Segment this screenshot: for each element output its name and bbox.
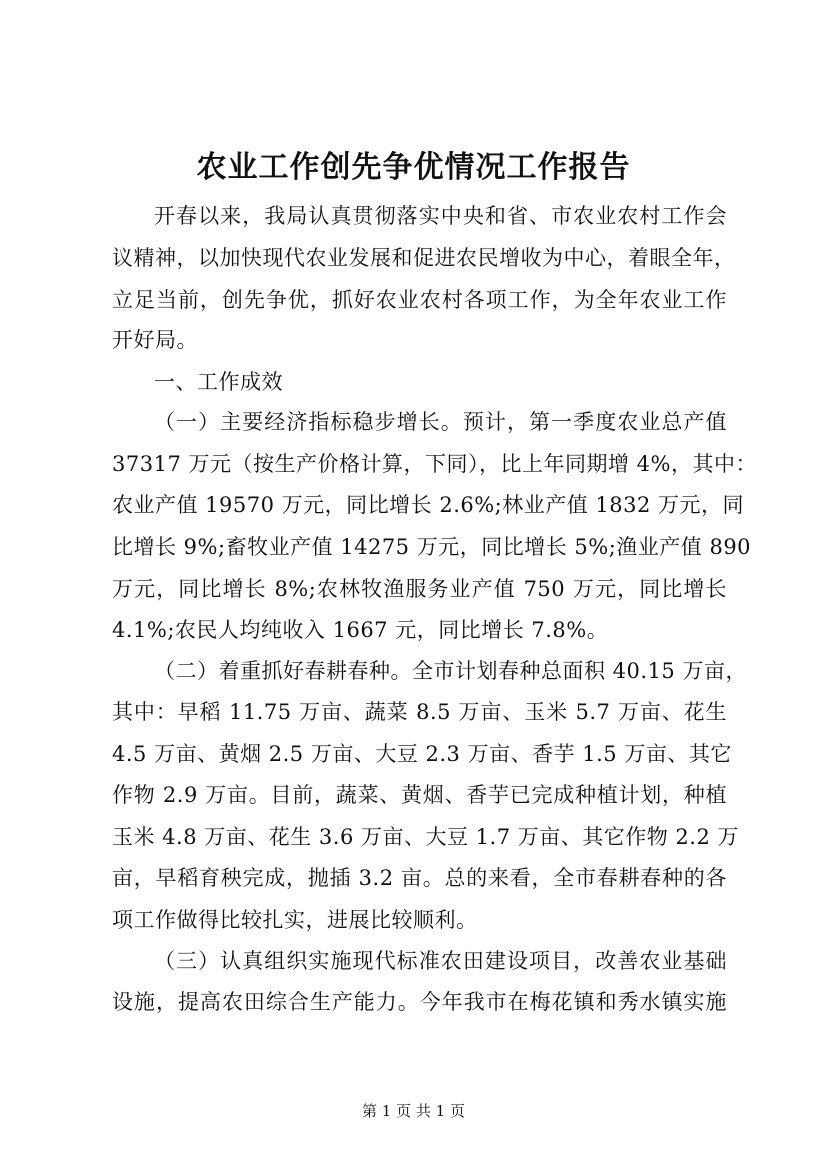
paragraph-line: （三）认真组织实施现代标准农田建设项目，改善农业基础 bbox=[154, 949, 727, 973]
paragraph-line: 4.1%;农民人均纯收入 1667 元，同比增长 7.8%。 bbox=[112, 618, 609, 642]
paragraph-line: 议精神，以加快现代农业发展和促进农民增收为中心，着眼全年， bbox=[112, 246, 736, 270]
paragraph-line: 开好局。 bbox=[112, 328, 198, 352]
paragraph-line: 其中：早稻 11.75 万亩、蔬菜 8.5 万亩、玉米 5.7 万亩、花生 bbox=[112, 700, 727, 724]
paragraph-line: 亩，早稻育秧完成，抛插 3.2 亩。总的来看，全市春耕春种的各 bbox=[112, 866, 727, 890]
paragraph-line: 作物 2.9 万亩。目前，蔬菜、黄烟、香芋已完成种植计划，种植 bbox=[112, 783, 727, 807]
paragraph-line: 37317 万元（按生产价格计算，下同），比上年同期增 4%，其中： bbox=[112, 452, 757, 476]
paragraph-line: （二）着重抓好春耕春种。全市计划春种总面积 40.15 万亩， bbox=[154, 659, 747, 683]
paragraph-line: 万元，同比增长 8%;农林牧渔服务业产值 750 万元，同比增长 bbox=[112, 577, 727, 601]
paragraph-line: 比增长 9%;畜牧业产值 14275 万元，同比增长 5%;渔业产值 890 bbox=[112, 535, 752, 559]
paragraph-line: 开春以来，我局认真贯彻落实中央和省、市农业农村工作会 bbox=[154, 204, 727, 228]
document-title: 农业工作创先争优情况工作报告 bbox=[196, 150, 631, 185]
paragraph-line: 4.5 万亩、黄烟 2.5 万亩、大豆 2.3 万亩、香芋 1.5 万亩、其它 bbox=[112, 742, 732, 766]
paragraph-line: 项工作做得比较扎实，进展比较顺利。 bbox=[112, 908, 478, 932]
paragraph-line: 农业产值 19570 万元，同比增长 2.6%;林业产值 1832 万元，同 bbox=[112, 493, 745, 517]
section-heading: 一、工作成效 bbox=[154, 370, 283, 394]
paragraph-line: 玉米 4.8 万亩、花生 3.6 万亩、大豆 1.7 万亩、其它作物 2.2 万 bbox=[112, 825, 739, 849]
paragraph-line: 立足当前，创先争优，抓好农业农村各项工作，为全年农业工作 bbox=[112, 288, 727, 312]
paragraph-line: （一）主要经济指标稳步增长。预计，第一季度农业总产值 bbox=[154, 410, 727, 434]
paragraph-line: 设施，提高农田综合生产能力。今年我市在梅花镇和秀水镇实施 bbox=[112, 990, 727, 1014]
page-footer: 第 1 页 共 1 页 bbox=[362, 1102, 465, 1120]
